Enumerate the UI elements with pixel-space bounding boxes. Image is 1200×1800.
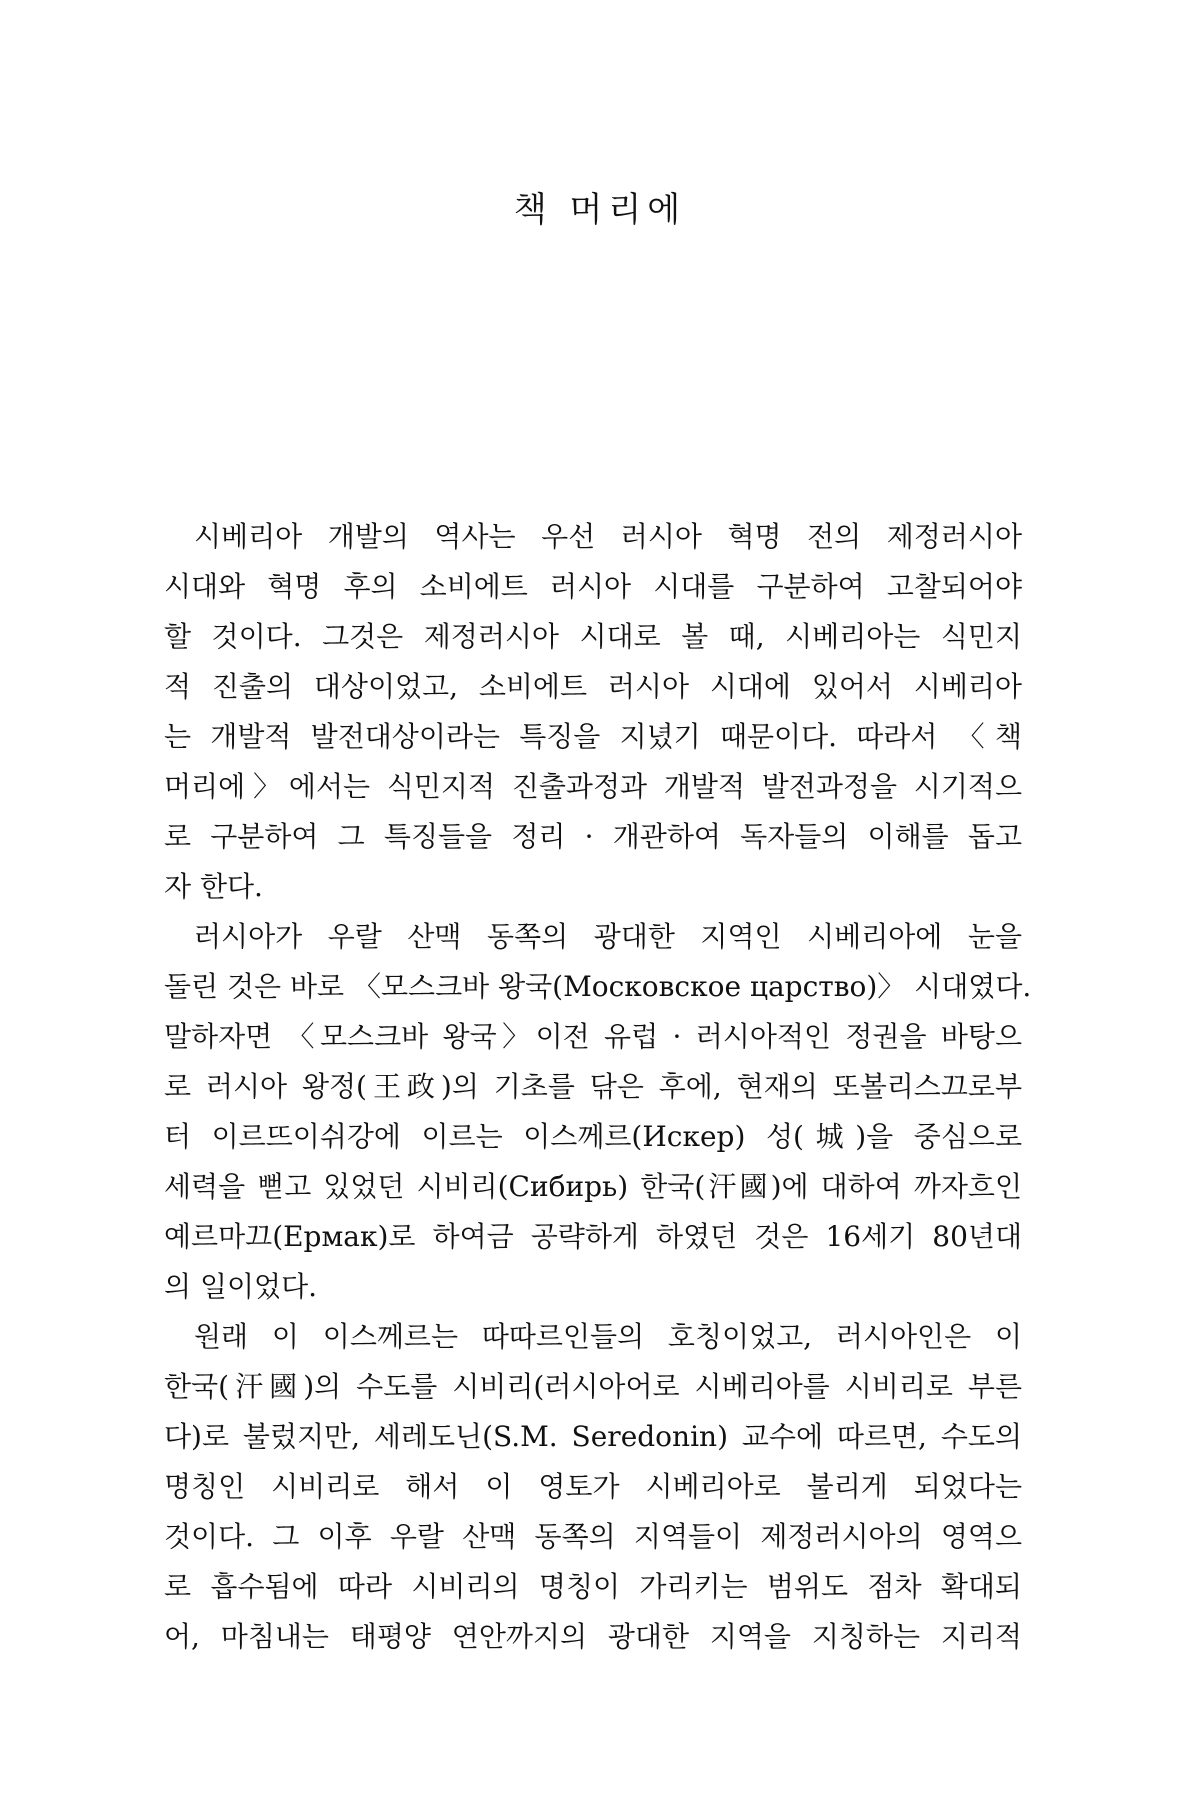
body-text	[164, 512, 1032, 1662]
text-line: 명칭인 시비리로 해서 이 영토가 시베리아로 불리게 되었다는	[164, 1470, 1022, 1503]
text-line: 의 일이었다.	[164, 1270, 318, 1303]
text-line: 어, 마침내는 태평양 연안까지의 광대한 지역을 지칭하는 지리적	[164, 1620, 1022, 1653]
text-line: 로 러시아 왕정(王政)의 기초를 닦은 후에, 현재의 또볼리스끄로부	[164, 1070, 1022, 1103]
text-line: 다)로 불렀지만, 세레도닌(S.M. Seredonin) 교수에 따르면, 수도의	[164, 1420, 1022, 1453]
text-line: 터 이르뜨이쉬강에 이르는 이스께르(Искер) 성(城)을 중심으로	[164, 1120, 1022, 1153]
text-line: 말하자면 〈모스크바 왕국〉이전 유럽 · 러시아적인 정권을 바탕으	[164, 1020, 1022, 1053]
text-line: 적 진출의 대상이었고, 소비에트 러시아 시대에 있어서 시베리아	[164, 670, 1022, 703]
text-line: 는 개발적 발전대상이라는 특징을 지녔기 때문이다. 따라서 〈책	[164, 720, 1022, 753]
paragraph-1	[164, 512, 1022, 912]
text-line: 자 한다.	[164, 870, 263, 903]
text-line: 러시아가 우랄 산맥 동쪽의 광대한 지역인 시베리아에 눈을	[194, 920, 1022, 953]
text-line: 세력을 뻗고 있었던 시비리(Сибирь) 한국(汗國)에 대하여 까자흐인	[164, 1170, 1022, 1203]
text-line: 원래 이 이스께르는 따따르인들의 호칭이었고, 러시아인은 이	[194, 1320, 1022, 1353]
text-line: 것이다. 그 이후 우랄 산맥 동쪽의 지역들이 제정러시아의 영역으	[164, 1520, 1022, 1553]
text-line: 머리에〉에서는 식민지적 진출과정과 개발적 발전과정을 시기적으	[164, 770, 1022, 803]
page-title: 책 머리에	[513, 190, 687, 230]
text-line: 시베리아 개발의 역사는 우선 러시아 혁명 전의 제정러시아	[194, 520, 1022, 553]
text-line: 시대와 혁명 후의 소비에트 러시아 시대를 구분하여 고찰되어야	[164, 570, 1022, 603]
text-line: 한국(汗國)의 수도를 시비리(러시아어로 시베리아를 시비리로 부른	[164, 1370, 1022, 1403]
text-line: 돌린 것은 바로 〈모스크바 왕국(Московское царство)〉 시대였다.	[164, 970, 1032, 1003]
text-line: 예르마끄(Ермак)로 하여금 공략하게 하였던 것은 16세기 80년대	[164, 1220, 1022, 1253]
paragraph-3	[164, 1312, 1022, 1662]
text-line: 로 구분하여 그 특징들을 정리 · 개관하여 독자들의 이해를 돕고	[164, 820, 1022, 853]
text-line: 할 것이다. 그것은 제정러시아 시대로 볼 때, 시베리아는 식민지	[164, 620, 1022, 653]
paragraph-2	[164, 912, 1032, 1312]
text-line: 로 흡수됨에 따라 시비리의 명칭이 가리키는 범위도 점차 확대되	[164, 1570, 1022, 1603]
